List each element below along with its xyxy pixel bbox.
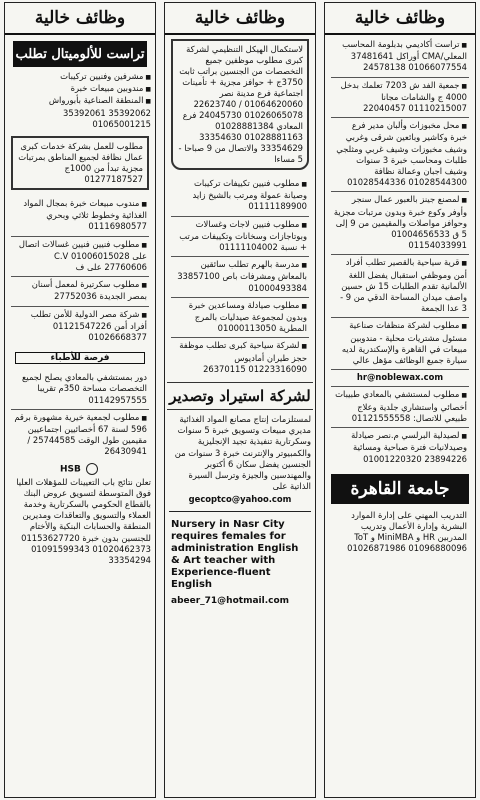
company-body: لمستلزمات إنتاج مصانع المواد الغذائية مديري مبيعات وتسويق خبرة 5 سنوات وسكرتارية تنفيذية تجيد الإنجليزية والكمبيوتر والإنترنت خبرة 3 سنوات من الجنسين يفضل سكان 6 أكتوبر والمهندسين والجيزة وترسل السيرة الذاتية على — [174, 414, 311, 492]
column-header — [5, 3, 155, 35]
ad-block: ■ مطلوب لشركة منظفات صناعية مسئول مشتريات محلية - مندوبين مبيعات في القاهرة والإسكندرية لديه سيارة جميع الوظائف مؤهل عالي — [331, 318, 469, 370]
ad-block: ■ تراست أكاديمي بدبلومة المحاسب المعلي/CMA أوراكل 37481641 01066077554 24578138 — [331, 37, 469, 78]
cairo-university-title: جامعة القاهرة — [350, 478, 450, 499]
boxed-ad: مطلوب للعمل بشركة خدمات كبرى عمال نظافة لجميع المناطق بمرتبات مجزية تبدأ من 1000ج 01277187527 — [11, 136, 149, 190]
hsb-ad: تعلن نتائج باب التعيينات للمؤهلات العليا فوق المتوسطة لتسويق عروض البنك بالقطاع الحكومي بالسكرتارية وخدمة العملاء والتسويق والتعاقدات ومديرين المنطقة والحسابات البنكية والأختام للجنسين بدون خبرة 01153627720 01020462373 01091599343 33354294 — [16, 476, 151, 566]
column-header — [325, 3, 475, 35]
company-title: لشركة استيراد وتصدير — [167, 382, 313, 410]
company-email[interactable]: gecoptco@yahoo.com — [188, 494, 292, 505]
ad-block: ■ مطلوب فنيين فنيين غسالات اتصال على 01006015028 C.V 27760606 على ف — [11, 237, 149, 278]
ad-block: ■ مطلوب صيادلة ومساعدين خبرة وبدون لمجموعة صيدليات بالمرج المطرية 01000113050 — [171, 298, 309, 339]
divider — [169, 511, 311, 512]
pharmacy-ad: ■ لصيدلية البرلسي م.نصر صيادلة وصيدلانيات فترة صباحية ومسائية 23894226 01001220320 — [331, 428, 469, 468]
aluminum-banner — [13, 41, 147, 67]
email-line[interactable]: hr@noblewax.com — [331, 370, 469, 387]
list-item: ■ مشرفين وفنيين تركيبات — [9, 71, 151, 83]
ad-block: ■ لمصنع جينز بالعبور عمال سنجر وأوفر وكوع خبرة وبدون مرتبات مجزية وحوافز مواصلات والمقيمين من 9 إلى 5 ق 01004656533 01154033991 — [331, 192, 469, 255]
ad-block: ■ مدرسة بالهرم تطلب سائقين بالمعاش ومشرفات باص 33857100 01000493384 — [171, 257, 309, 298]
ad-block: ■ مندوب مبيعات خبرة بمجال المواد الغذائية وخطوط ثلاثي وبحري 01116980577 — [11, 196, 149, 237]
ad-block: ■ محل مخبوزات وألبان مدير فرع خبرة وكاشير وبائعين شرقى وغربي وشيف مخبوزات وشيف غربي ومثلجي طلبات ومحاسب خبرة 3 سنوات وشيف اجبان وعمالة نظافة 01028544300 01028544336 — [331, 118, 469, 192]
ad-block: ■ مطلوب فنيين لاجات وغسالات وبوتاجازات وسخانات وتكييفات مرتب + نسبة 01111104002 — [171, 217, 309, 258]
column-header — [165, 3, 315, 35]
column-header-title: وظائف خالية — [354, 8, 446, 28]
ad-block: ■ شركة مصر الدولية للأمن تطلب أفراد أمن 01121547226 01026668377 — [11, 307, 149, 347]
ad-block: ■ مطلوب فنيين تكييفات تركيبات وصيانة عمولة ومرتب بالشيخ زايد 01111189900 — [171, 176, 309, 217]
cairo-university-banner — [331, 474, 469, 504]
hsb-logo-icon — [86, 463, 98, 475]
cairo-university-body: التدريب المهني على إدارة الموارد البشرية وإدارة الأعمال وتدريب المدربين HR و MiniMBA و ToT 01026871986 01096880096 — [347, 509, 467, 554]
hsb-heading — [5, 463, 155, 475]
nursery-ad: Nursery in Nasr City requires females for administration English & Art teacher with Experience-fluent English — [171, 518, 299, 590]
hospital-ad: ■ مطلوب لمستشفي بالمعادي طبيبات أخصائي واستشاري جلدية وعلاج طبيعي للاتصال: 01121555558 — [331, 387, 469, 428]
top-boxed-ad: لاستكمال الهيكل التنظيمي لشركة كبرى مطلوب موظفين جميع التخصصات من الجنسين براتب ثابت 3750ج + حوافز مجزية + تأمينات اجتماعية فرع مدينة نصر 01064620060 / 22623740 01026065078 24045730 فرع المعادي 01028881384 01028881163 33354630 33354629 والاتصال من 9 صباحا - 5 مساءا — [171, 39, 309, 170]
column-header-title: وظائف خالية — [34, 8, 126, 28]
classifieds-column-middle — [164, 2, 316, 798]
hsb-heading-text: HSB — [59, 464, 81, 475]
list-item: ■ مندوبين مبيعات خبرة — [9, 83, 151, 95]
doctors-heading: فرصة للأطباء — [15, 352, 145, 364]
charity-ad: ■ مطلوب لجمعية خيرية مشهورة برقم 596 لسنة 67 أخصائيين اجتماعيين مقيمين طول الوقت 25744585 / 26430941 — [11, 410, 149, 461]
column-header-title: وظائف خالية — [194, 8, 286, 28]
nursery-email[interactable]: abeer_71@hotmail.com — [171, 595, 290, 606]
ad-block: ■ قرية سياحية بالقصير تطلب أفراد أمن وموظفي استقبال يفضل اللغة الألمانية تقدم الطلبات 15 ش حسين واصف ميدان المساحة الدقي من 9 - 3 عدا الجمعة — [331, 255, 469, 318]
doctors-ad: دور بمستشفي بالمعادي يصلح لجميع التخصصات مساحة 350م تقريبا 01142957555 — [11, 370, 149, 410]
aluminum-banner-title: تراست للألوميتال تطلب — [15, 46, 145, 62]
ad-block: ■ لشركة سياحية كبرى تطلب موظفة حجز طيران أماديوس 01223316090 26370115 — [171, 338, 309, 378]
ad-block: ■ مطلوب سكرتيرة لمعمل أسنان بمصر الجديدة 27752036 — [11, 277, 149, 306]
ad-block: ■ جمعية الفد ش 7203 تعلمك بدخل 4000 ج والشامات مجانا 01110215007 22040457 — [331, 78, 469, 119]
classifieds-column-right — [324, 2, 476, 798]
classifieds-column-left — [4, 2, 156, 798]
list-item: ■ المنطقة الصناعية بأبورواش 35392062 35392061 01065001215 — [9, 95, 151, 130]
